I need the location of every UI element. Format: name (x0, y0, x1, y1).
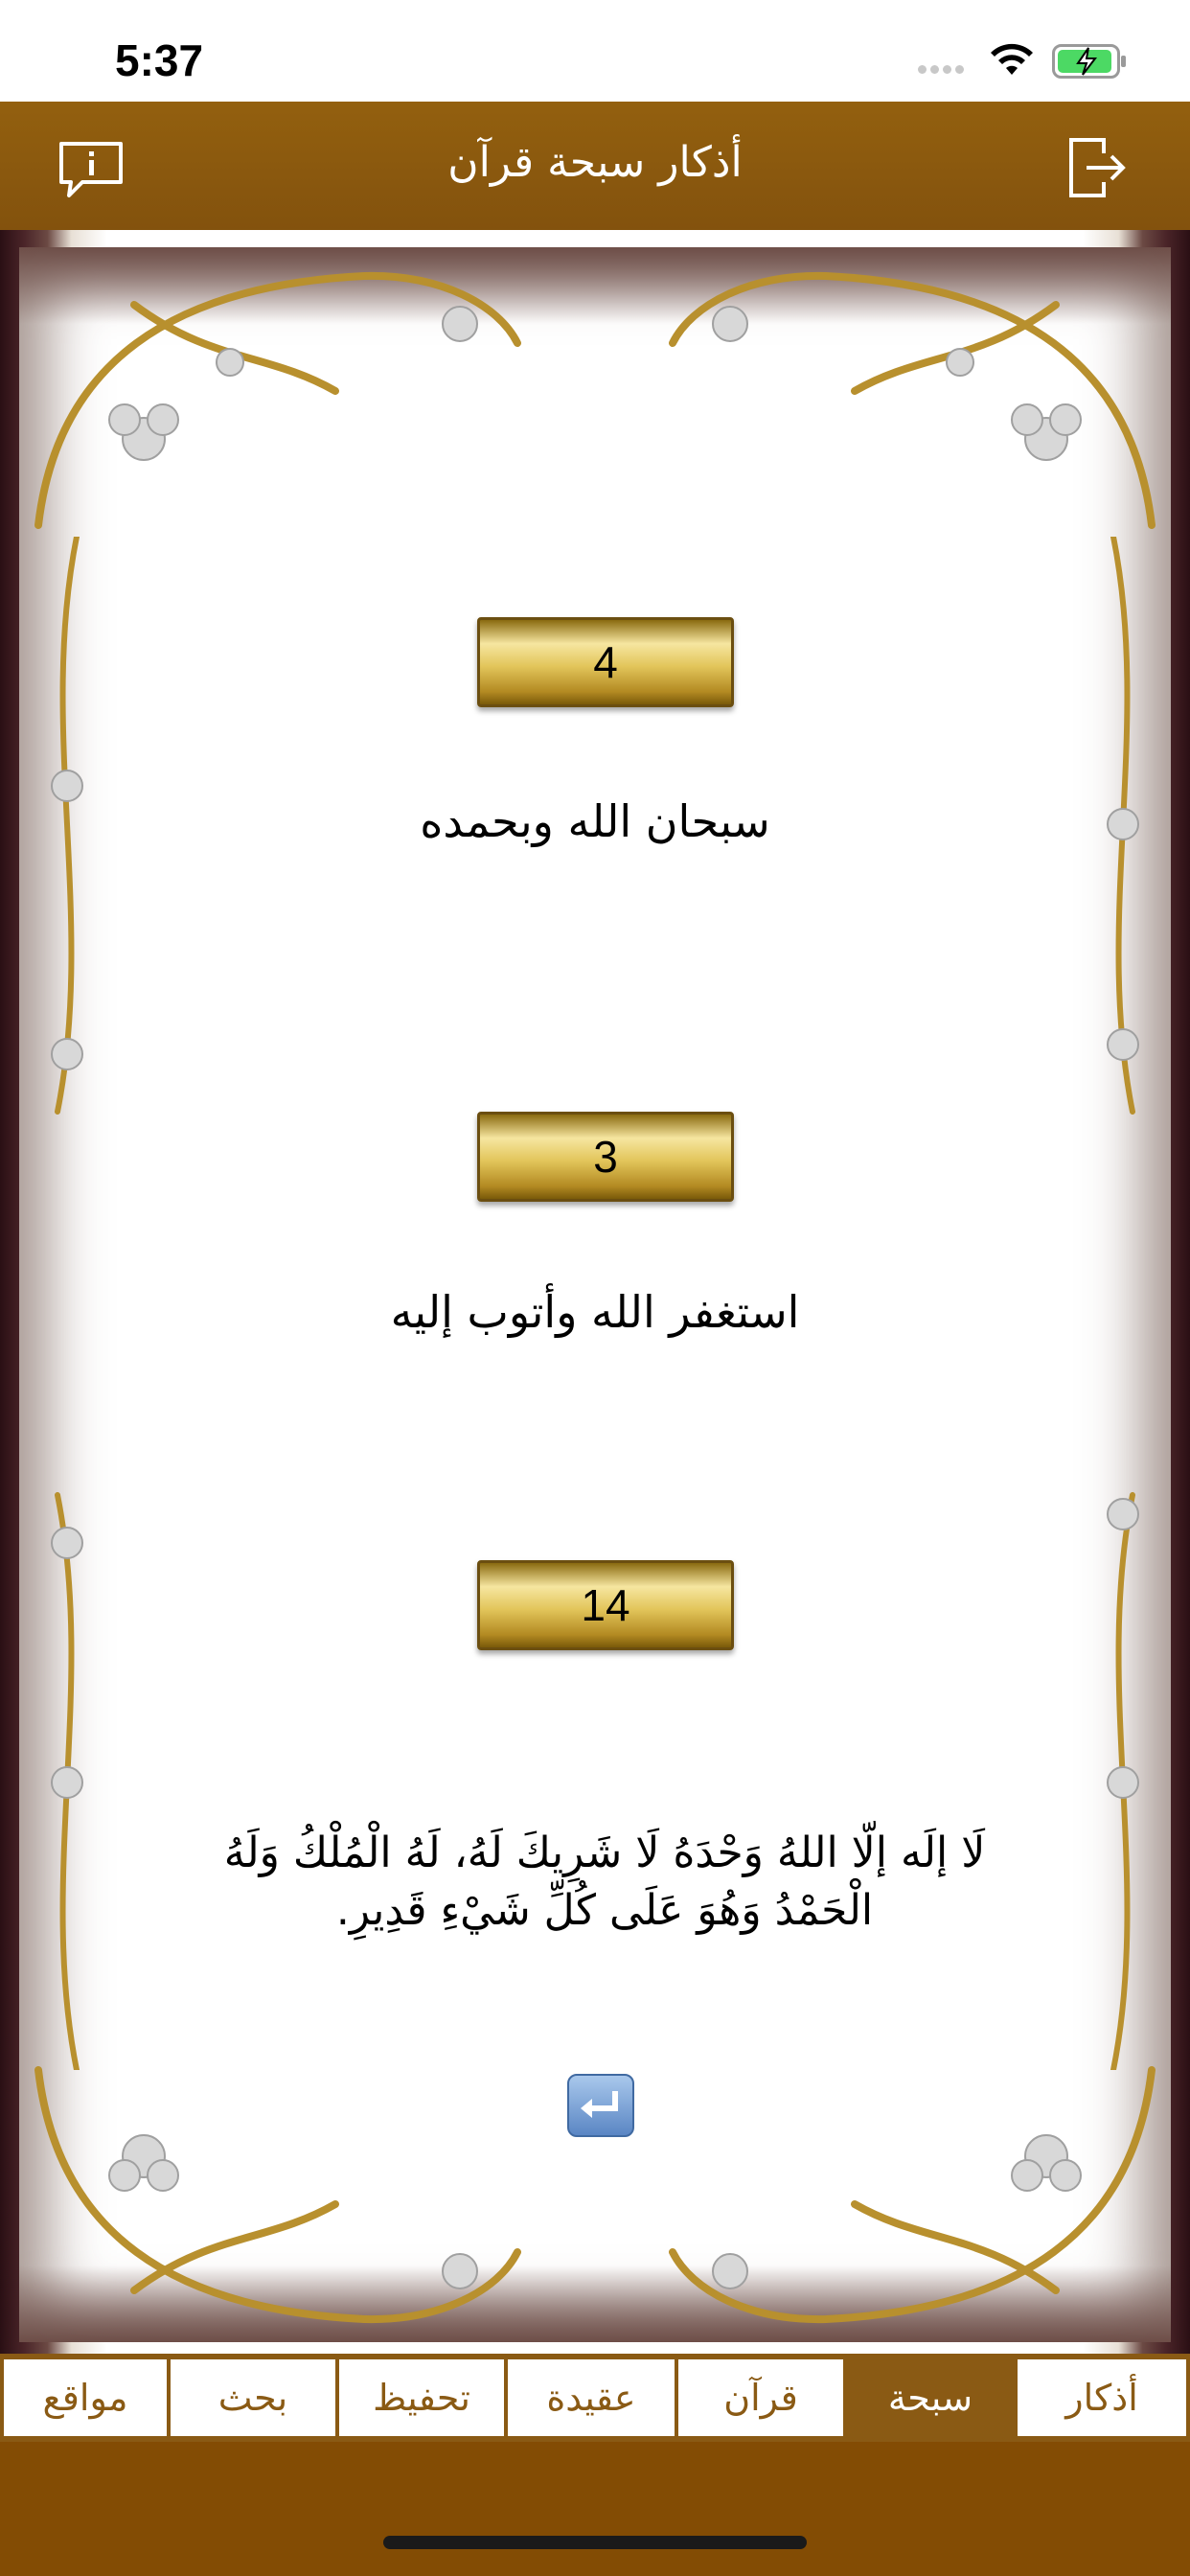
tab-memorize[interactable]: تحفيظ (337, 2358, 506, 2438)
tab-creed[interactable]: عقيدة (506, 2358, 676, 2438)
counter-button-1[interactable]: 4 (477, 617, 734, 707)
tab-adhkar[interactable]: أذكار (1016, 2358, 1188, 2438)
reset-button[interactable] (567, 2074, 634, 2137)
status-bar (0, 0, 1190, 102)
floral-ornament-right (1075, 537, 1171, 2070)
undo-arrow-icon (569, 2076, 632, 2135)
page-title: أذكار سبحة قرآن (447, 138, 743, 187)
status-time: 5:37 (115, 35, 204, 85)
counter-button-3[interactable]: 14 (477, 1560, 734, 1650)
tab-sites[interactable]: مواقع (2, 2358, 169, 2438)
tab-tasbeeh[interactable]: سبحة (845, 2358, 1016, 2438)
dhikr-text-1: سبحان الله وبحمده (420, 795, 770, 847)
dhikr-text-3: لَا إلَه إلّا اللهُ وَحْدَهُ لَا شَرِيكَ لَهُ، لَهُ الْمُلْكُ وَلَهُ الْحَمْدُ وَهُوَ عَلَى كُلِّ شَيْءِ قَدِيرِ. (223, 1828, 986, 1935)
tab-search[interactable]: بحث (169, 2358, 337, 2438)
wifi-icon (987, 40, 1037, 79)
dhikr-text-2: استغفر الله وأتوب إليه (390, 1286, 800, 1338)
home-indicator[interactable] (383, 2536, 807, 2549)
cellular-signal-icon (918, 59, 977, 73)
navigation-bar (0, 102, 1190, 230)
bottom-safe-area (0, 2442, 1190, 2576)
floral-ornament-left (19, 537, 115, 2070)
floral-ornament-top (19, 247, 1171, 535)
tab-quran[interactable]: قرآن (676, 2358, 845, 2438)
logout-icon[interactable] (1067, 136, 1129, 199)
counter-button-2[interactable]: 3 (477, 1112, 734, 1202)
battery-charging-icon (1052, 44, 1127, 79)
